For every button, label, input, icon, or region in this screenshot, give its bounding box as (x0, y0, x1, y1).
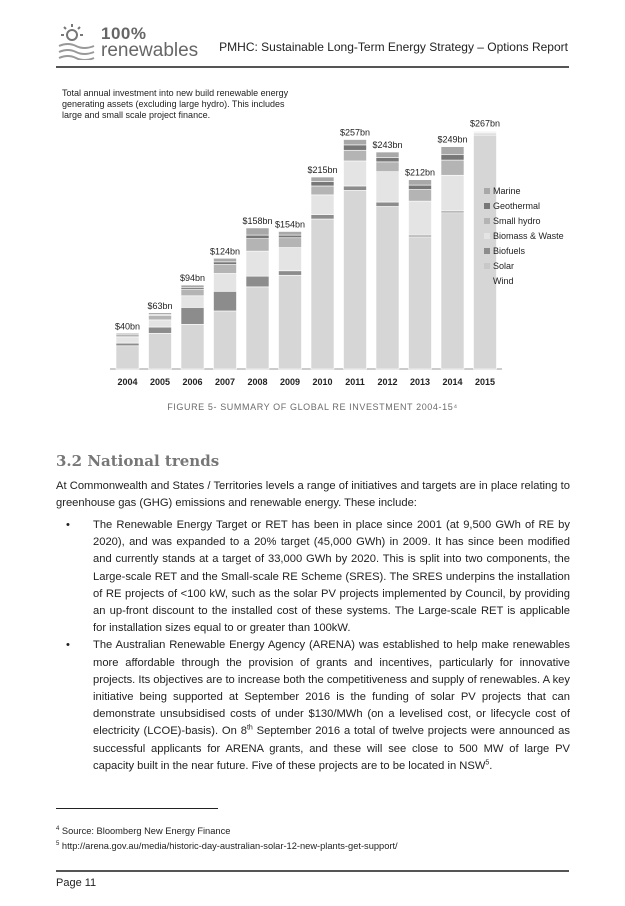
chart-note-line: generating assets (excluding large hydro). This includes (62, 99, 285, 109)
chart-note-line: large and small scale project finance. (62, 110, 211, 120)
header-divider (56, 66, 569, 68)
legend-label: Wind (493, 276, 514, 286)
logo-text-percent: 100% (101, 24, 147, 43)
x-tick-label: 2015 (474, 377, 496, 387)
bar-segment-marine (409, 180, 432, 185)
footnote-number: 5 (56, 841, 60, 847)
bullet-icon: • (66, 639, 70, 652)
legend-label: Biofuels (493, 246, 526, 256)
bar-segment-geothermal (214, 262, 237, 265)
bar-segment-biofuels (279, 271, 302, 275)
bar-segment-small-hydro (441, 160, 464, 175)
bar-segment-marine (246, 228, 269, 235)
bar-total-label: $267bn (469, 118, 501, 129)
bar-segment-biomass-waste (149, 320, 172, 327)
sun-windmill-icon (56, 22, 100, 60)
investment-bar-chart (56, 78, 576, 394)
x-tick-label: 2005 (149, 377, 171, 387)
ordinal-suffix: th (246, 724, 253, 732)
bar-segment-geothermal (246, 235, 269, 239)
bar-segment-wind (214, 311, 237, 369)
bar-segment-small-hydro (214, 265, 237, 274)
bar-segment-biofuels (214, 291, 237, 311)
x-tick-label: 2007 (214, 377, 236, 387)
x-tick-label: 2010 (312, 377, 333, 387)
bullet-text-ret: The Renewable Energy Target or RET has been in place since 2001 (at 9,500 GWh of RE by 2020), and was expanded to a 20% target (45,000 GWh) in 2009. It has since been modified and currently stands at a target of 33,000 GWh by 2020. This is split into two components, the Large-scale RET and the Small-scale RE Scheme (SRES). The SRES underpins the installation of RE projects of <100 kW, such as the solar PV projects implemented by Council, by providing an up-front discount to the installed cost of these systems. The Large-scale RET is applicable for installation sizes equal to or greater than 100kW. (93, 519, 570, 635)
footer-divider (56, 870, 569, 872)
bar-total-label: $243bn (372, 140, 403, 151)
bar-segment-geothermal (116, 333, 139, 334)
list-item (56, 637, 570, 775)
list-item (56, 517, 570, 637)
bar-segment-biomass-waste (311, 195, 334, 215)
bar-segment-geothermal (441, 155, 464, 160)
bar-segment-wind (344, 190, 367, 369)
bar-segment-marine (181, 285, 204, 288)
footnote-4 (56, 826, 230, 836)
bar-segment-marine (214, 258, 237, 262)
bar-segment-biomass-waste (214, 273, 237, 291)
bar-segment-wind (246, 287, 269, 369)
chart-note-line: Total annual investment into new build renewable energy (62, 88, 289, 98)
legend-swatch (484, 233, 490, 239)
x-tick-label: 2014 (442, 377, 463, 387)
legend-swatch (484, 218, 490, 224)
bar-segment-wind (441, 213, 464, 369)
bar-segment-small-hydro (311, 186, 334, 195)
bar-total-label: $124bn (209, 246, 241, 257)
footnote-ref: 5 (485, 759, 490, 767)
intro-paragraph: At Commonwealth and States / Territories levels a range of initiatives and targets are in place relating to greenhouse gas (GHG) emissions and renewable energy. These include: (56, 480, 570, 509)
footnote-link[interactable]: http://arena.gov.au/media/historic-day-australian-solar-12-new-plants-get-support/ (59, 841, 398, 852)
logo-text-renewables: renewables (101, 40, 199, 61)
bar-segment-biofuels (181, 307, 204, 324)
legend-label: Biomass & Waste (493, 231, 564, 241)
header-title: PMHC: Sustainable Long-Term Energy Strategy – Options Report (219, 40, 568, 54)
bar-segment-biofuels (311, 215, 334, 219)
bar-segment-wind (409, 237, 432, 369)
bullet-text-arena-end: . (489, 759, 493, 772)
bar-total-label: $158bn (242, 215, 273, 226)
bar-segment-small-hydro (149, 315, 172, 319)
bar-total-label: $40bn (114, 321, 141, 332)
x-tick-label: 2009 (279, 377, 301, 387)
bar-segment-marine (441, 147, 464, 155)
bar-segment-biomass-waste (181, 296, 204, 308)
bar-segment-marine (311, 177, 334, 181)
bar-segment-wind (181, 324, 204, 369)
bar-segment-marine (376, 152, 399, 157)
bar-segment-biofuels (344, 186, 367, 190)
logo (56, 22, 206, 62)
page-number: Page 11 (56, 877, 97, 889)
bar-segment-geothermal (409, 185, 432, 189)
bar-segment-small-hydro (246, 239, 269, 252)
x-tick-label: 2012 (377, 377, 398, 387)
bar-segment-biomass-waste (116, 337, 139, 343)
bar-segment-marine (279, 232, 302, 236)
section-heading: 3.2 National trends (56, 452, 220, 470)
bar-segment-geothermal (344, 145, 367, 150)
bar-segment-small-hydro (376, 162, 399, 172)
bar-segment-small-hydro (409, 190, 432, 202)
footnote-5[interactable] (56, 841, 398, 851)
figure-caption: FIGURE 5- SUMMARY OF GLOBAL RE INVESTMENT 2004-15⁴ (167, 402, 458, 412)
bar-segment-biomass-waste (246, 251, 269, 276)
legend-label: Small hydro (493, 216, 541, 226)
x-tick-label: 2004 (117, 377, 138, 387)
bar-segment-biomass-waste (279, 248, 302, 271)
bar-segment-geothermal (376, 157, 399, 161)
x-tick-label: 2011 (345, 377, 365, 387)
bar-segment-wind (116, 346, 139, 369)
bar-total-label: $94bn (179, 273, 206, 284)
legend-label: Geothermal (493, 201, 541, 211)
bar-segment-wind (311, 219, 334, 369)
bar-total-label: $212bn (404, 167, 436, 178)
bar-total-label: $63bn (147, 300, 173, 311)
x-tick-label: 2008 (247, 377, 268, 387)
footnote-text: Source: Bloomberg New Energy Finance (59, 826, 231, 837)
bar-segment-small-hydro (279, 238, 302, 248)
bar-segment-biofuels (376, 202, 399, 206)
bar-segment-small-hydro (181, 290, 204, 296)
bullet-icon: • (66, 519, 70, 531)
legend-swatch (484, 248, 490, 254)
x-tick-label: 2013 (409, 377, 431, 387)
x-tick-label: 2006 (182, 377, 203, 387)
initiatives-list (56, 517, 570, 775)
bar-segment-biomass-waste (344, 161, 367, 186)
bar-segment-wind (279, 275, 302, 369)
legend-swatch (484, 188, 490, 194)
bar-total-label: $154bn (274, 219, 306, 230)
bullet-text-arena: The Australian Renewable Energy Agency (ARENA) was established to help make renewables more affordable through the provision of grants and incentives, particularly for innovative projects. Its objectives are to increase both the competitiveness and supply of renewables. A key initiative being supported at September 2016 is the funding of solar PV projects that can demonstrate unsubsidised costs of under $130/MWh (on a levelised cost, or lifecycle cost of electricity (LCOE)-basis). On 8 (93, 639, 570, 738)
legend-swatch (484, 203, 490, 209)
footnote-number: 4 (56, 826, 60, 832)
bar-segment-biomass-waste (376, 172, 399, 202)
bar-segment-geothermal (279, 235, 302, 238)
bar-segment-small-hydro (116, 334, 139, 337)
bar-segment-biomass-waste (409, 201, 432, 235)
bar-segment-geothermal (311, 182, 334, 186)
bar-segment-marine (149, 313, 172, 315)
bar-total-label: $215bn (307, 165, 338, 176)
bar-segment-wind (149, 333, 172, 369)
bar-segment-small-hydro (344, 150, 367, 161)
bar-segment-biomass-waste (441, 175, 464, 211)
bar-segment-biofuels (116, 343, 139, 346)
legend-swatch (484, 263, 490, 269)
bar-segment-biofuels (149, 327, 172, 333)
legend-label: Solar (493, 261, 515, 271)
bar-segment-marine (344, 140, 367, 145)
bar-total-label: $257bn (339, 127, 371, 138)
legend-label: Marine (493, 186, 521, 196)
bar-segment-wind (376, 207, 399, 370)
bar-total-label: $249bn (437, 134, 468, 145)
legend-swatch (484, 278, 490, 284)
bullet-text-arena-cont: September 2016 a total of twelve projects were announced as successful applicants for ARENA grants, and these will see close to 500 MW of large PV capacity built in the near future. Five of these projects are to be located in NSW (93, 725, 570, 772)
footnote-divider (56, 808, 218, 809)
bar-segment-biofuels (246, 276, 269, 287)
